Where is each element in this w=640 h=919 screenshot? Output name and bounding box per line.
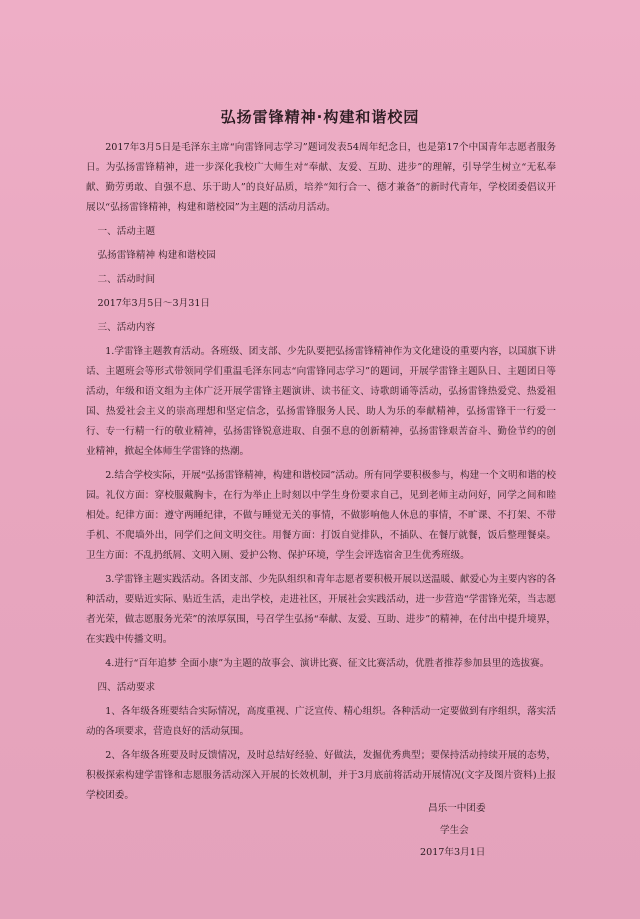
document-title: 弘扬雷锋精神·构建和谐校园	[220, 108, 420, 126]
signature-date: 2017年3月1日	[420, 847, 486, 858]
section-4-heading: 四、活动要求	[97, 682, 156, 693]
signature-block	[420, 798, 486, 864]
signature-org: 昌乐一中团委	[428, 803, 486, 814]
document-body	[86, 138, 556, 810]
signature-union: 学生会	[440, 825, 469, 836]
section-3-heading: 三、活动内容	[97, 322, 156, 333]
section-2-content: 2017年3月5日～3月31日	[97, 298, 211, 309]
intro-paragraph: 2017年3月5日是毛泽东主席“向雷锋同志学习”题词发表54周年纪念日，也是第17个中国青年志愿者服务日。为弘扬雷锋精神，进一步深化我校广大师生对“奉献、友爱、互助、进步”的理解，引导学生树立“无私奉献、勤劳勇敢、自强不息、乐于助人”的良好品质，培养“知行合一、德才兼备”的新时代青年，学校团委倡议开展以“弘扬雷锋精神，构建和谐校园”为主题的活动月活动。	[86, 142, 556, 213]
section-3-item-4: 4.进行“百年追梦 全面小康”为主题的故事会、演讲比赛、征文比赛活动，优胜者推荐参加县里的选拔赛。	[105, 658, 550, 669]
section-2-heading: 二、活动时间	[97, 274, 156, 285]
section-4-item-2: 2、各年级各班要及时反馈情况，及时总结好经验、好做法，发掘优秀典型；要保持活动持续开展的态势，积极探索构建学雷锋和志愿服务活动深入开展的长效机制，并于3月底前将活动开展情况(文字及图片资料)上报学校团委。	[86, 750, 556, 801]
section-1-heading: 一、活动主题	[97, 226, 156, 237]
section-3-item-2: 2.结合学校实际，开展“弘扬雷锋精神，构建和谐校园”活动。所有同学要积极参与，构建一个文明和谐的校园。礼仪方面：穿校服戴胸卡，在行为举止上时刻以中学生身份要求自己，见到老师主动问好，同学之间和睦相处。纪律方面：遵守两睡纪律，不做与睡觉无关的事情，不做影响他人休息的事情，不旷课、不打架、不带手机、不爬墙外出，同学们之间文明交往。用餐方面：打饭自觉排队，不插队、在餐厅就餐，饭后整理餐桌。卫生方面：不乱扔纸屑、文明入厕、爱护公物、保护环境，学生会评选宿舍卫生优秀班级。	[86, 470, 556, 561]
section-3-item-3: 3.学雷锋主题实践活动。各团支部、少先队组织和青年志愿者要积极开展以送温暖、献爱心为主要内容的各种活动，要贴近实际、贴近生活，走出学校，走进社区，开展社会实践活动，进一步营造“学雷锋光荣，当志愿者光荣，做志愿服务光荣”的浓厚氛围，号召学生弘扬“奉献、友爱、互助、进步”的精神，在付出中提升境界，在实践中传播文明。	[86, 574, 556, 645]
section-4-item-1: 1、各年级各班要结合实际情况，高度重视、广泛宣传、精心组织。各种活动一定要做到有序组织，落实活动的各项要求，营造良好的活动氛围。	[86, 706, 556, 737]
section-3-item-1: 1.学雷锋主题教育活动。各班级、团支部、少先队要把弘扬雷锋精神作为文化建设的重要内容，以国旗下讲话、主题班会等形式带领同学们重温毛泽东同志“向雷锋同志学习”的题词，开展学雷锋主题队日、主题团日等活动，年级和语文组为主体广泛开展学雷锋主题演讲、读书征文、诗歌朗诵等活动，弘扬雷锋热爱党、热爱祖国、热爱社会主义的崇高理想和坚定信念，弘扬雷锋服务人民、助人为乐的奉献精神，弘扬雷锋干一行爱一行、专一行精一行的敬业精神，弘扬雷锋锐意进取、自强不息的创新精神，弘扬雷锋艰苦奋斗、勤俭节约的创业精神，掀起全体师生学雷锋的热潮。	[86, 346, 556, 457]
section-1-content: 弘扬雷锋精神 构建和谐校园	[97, 250, 216, 261]
